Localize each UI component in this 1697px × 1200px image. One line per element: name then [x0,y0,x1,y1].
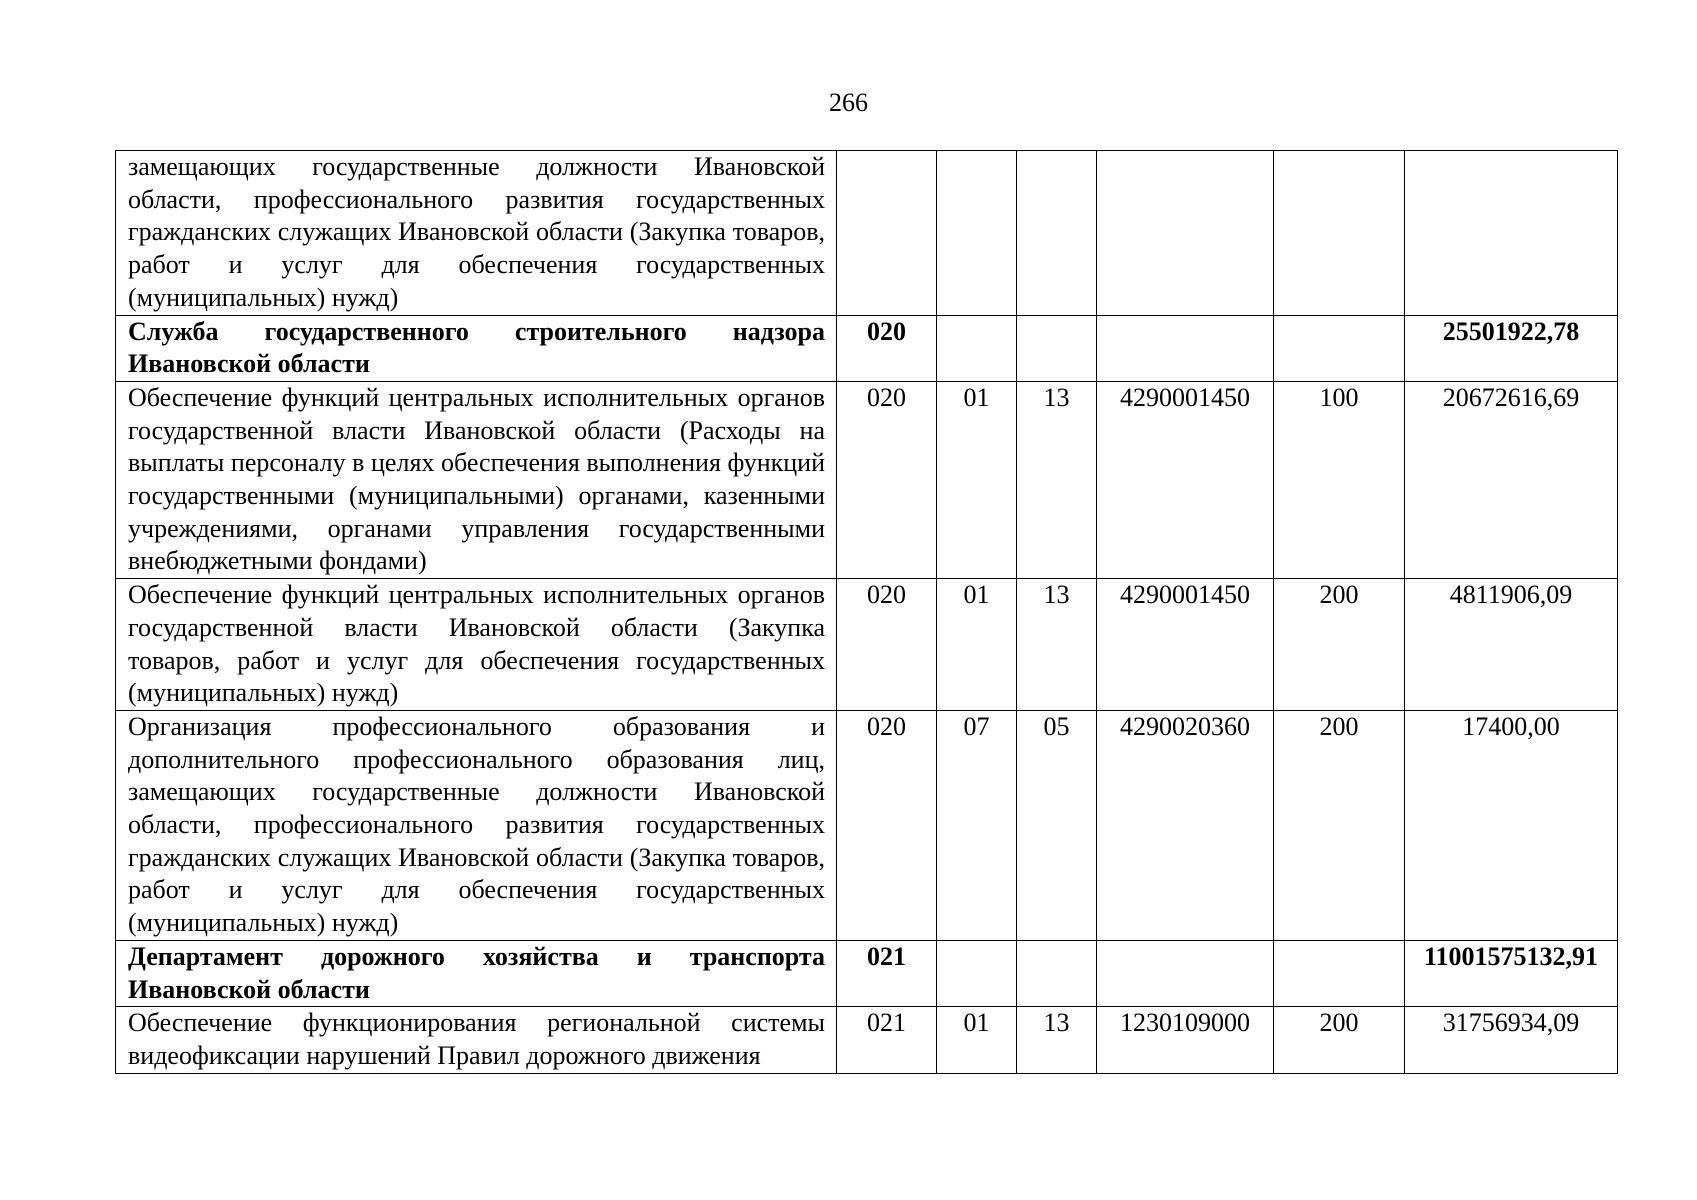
expense-description: Обеспечение функций центральных исполнительных органов государственной власти Ивановской области (Закупка товаров, работ и услуг для обеспечения государственных (муниципальных) нужд) [116,579,837,711]
subsection-code: 13 [1017,381,1097,578]
expense-description: Обеспечение функционирования региональной системы видеофиксации нарушений Правил дорожного движения [116,1007,837,1073]
subsection-code [1017,151,1097,316]
expense-type-code [1274,315,1405,381]
department-name: Служба государственного строительного надзора Ивановской области [116,315,837,381]
target-article-code: 1230109000 [1097,1007,1274,1073]
subsection-code: 13 [1017,579,1097,711]
amount: 20672616,69 [1405,381,1618,578]
table-row-department [116,315,1618,381]
table-row [116,710,1618,940]
section-code [937,315,1017,381]
table-row-department [116,940,1618,1006]
budget-table-body [116,151,1618,1074]
table-row [116,1007,1618,1073]
expense-type-code [1274,151,1405,316]
ministry-code: 020 [837,579,937,711]
page-number: 266 [829,88,868,117]
target-article-code [1097,151,1274,316]
expense-description: замещающих государственные должности Ивановской области, профессионального развития государственных гражданских служащих Ивановской области (Закупка товаров, работ и услуг для обеспечения государственных (муниципальных) нужд) [116,151,837,316]
amount: 11001575132,91 [1405,940,1618,1006]
subsection-code: 05 [1017,710,1097,940]
expense-description: Обеспечение функций центральных исполнительных органов государственной власти Ивановской области (Расходы на выплаты персоналу в целях обеспечения выполнения функций государственными (муниципальными) органами, казенными учреждениями, органами управления государственными внебюджетными фондами) [116,381,837,578]
ministry-code: 020 [837,381,937,578]
target-article-code [1097,315,1274,381]
section-code [937,940,1017,1006]
ministry-code: 020 [837,315,937,381]
ministry-code [837,151,937,316]
subsection-code: 13 [1017,1007,1097,1073]
table-row [116,151,1618,316]
expense-type-code: 200 [1274,710,1405,940]
amount [1405,151,1618,316]
expense-type-code: 200 [1274,1007,1405,1073]
department-name: Департамент дорожного хозяйства и транспорта Ивановской области [116,940,837,1006]
budget-table [115,150,1618,1074]
ministry-code: 020 [837,710,937,940]
section-code [937,151,1017,316]
expense-type-code: 200 [1274,579,1405,711]
target-article-code [1097,940,1274,1006]
expense-description: Организация профессионального образования и дополнительного профессионального образования лиц, замещающих государственные должности Ивановской области, профессионального развития государственных гражданских служащих Ивановской области (Закупка товаров, работ и услуг для обеспечения государственных (муниципальных) нужд) [116,710,837,940]
table-row [116,579,1618,711]
section-code: 07 [937,710,1017,940]
target-article-code: 4290020360 [1097,710,1274,940]
target-article-code: 4290001450 [1097,381,1274,578]
amount: 4811906,09 [1405,579,1618,711]
section-code: 01 [937,1007,1017,1073]
expense-type-code: 100 [1274,381,1405,578]
ministry-code: 021 [837,940,937,1006]
target-article-code: 4290001450 [1097,579,1274,711]
subsection-code [1017,940,1097,1006]
ministry-code: 021 [837,1007,937,1073]
expense-type-code [1274,940,1405,1006]
amount: 25501922,78 [1405,315,1618,381]
subsection-code [1017,315,1097,381]
table-row [116,381,1618,578]
amount: 17400,00 [1405,710,1618,940]
section-code: 01 [937,381,1017,578]
amount: 31756934,09 [1405,1007,1618,1073]
section-code: 01 [937,579,1017,711]
